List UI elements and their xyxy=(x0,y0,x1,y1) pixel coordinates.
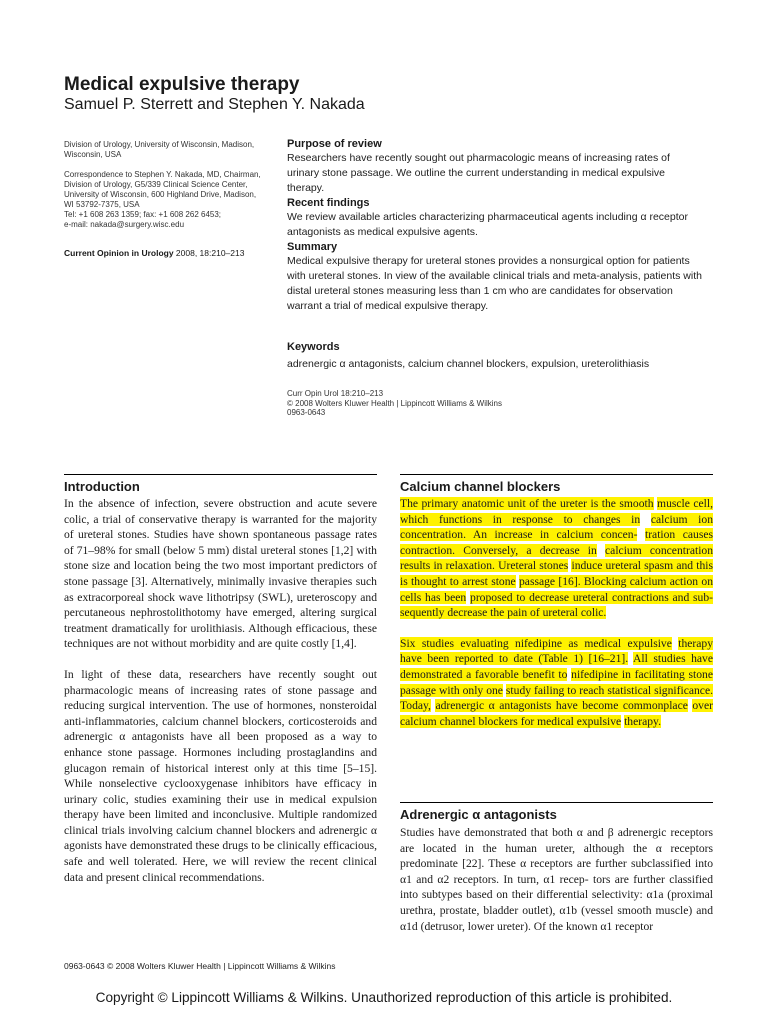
text-line: data and present clinical recommendations. xyxy=(64,870,265,884)
abstract-line: Researchers have recently sought out pharmacologic means of increasing rates of xyxy=(287,152,670,164)
abstract-line: We review available articles characterizing pharmaceutical agents including α receptor xyxy=(287,211,688,223)
findings-heading: Recent findings xyxy=(287,197,370,209)
text-line: (detrusor, lower ureter). Of the known α1 receptor xyxy=(420,919,654,933)
text-line: for the majority of ureteral stones. Studies have shown xyxy=(64,512,377,542)
adrenergic-body xyxy=(400,825,713,934)
section-rule xyxy=(400,474,713,475)
text-line: emerged, altering surgical treatment dramatically for xyxy=(64,606,378,635)
highlighted-line: nifedipine in facilitating stone passage with only one xyxy=(400,667,713,697)
correspondence-line: Division of Urology, G5/339 Clinical Science Center, xyxy=(64,180,248,189)
correspondence-line: Correspondence to Stephen Y. Nakada, MD, Chairman, xyxy=(64,170,261,179)
text-line: not without morbidity and are quite costly [1,4]. xyxy=(133,637,357,651)
keywords-text: adrenergic α antagonists, calcium channel blockers, expulsion, ureterolithiasis xyxy=(287,358,650,370)
highlighted-line: adrenergic α antagonists have become commonplace xyxy=(435,699,688,713)
text-line: differential selectivity: α1a (proximal urethra, prostate, xyxy=(400,888,713,917)
section-rule xyxy=(400,802,713,803)
intro-para-2 xyxy=(64,667,377,885)
abstract-line: with ureteral stones. In view of the available clinical trials and meta-analysis, patients with xyxy=(287,270,702,282)
highlighted-line: therapy have been reported to date (Table 1) [16–21]. xyxy=(400,636,713,666)
text-line: In the absence of infection, severe obstruction and acute xyxy=(64,497,343,510)
summary-heading: Summary xyxy=(287,241,338,253)
affiliation-line: Wisconsin, USA xyxy=(64,150,122,159)
abstract-line: urinary stone passage. We outline the current understanding in medical expulsive xyxy=(287,167,666,179)
highlighted-line: sequently decrease the pain of ureteral colic. xyxy=(400,606,607,620)
purpose-text xyxy=(287,151,717,196)
text-line: 5 mm) distal ureteral stones [1,2] with stone size and xyxy=(64,543,377,573)
highlighted-line: calcium concentration results in relaxation. Ureteral stones xyxy=(400,543,714,573)
text-line: spontaneous passage rates of 71–98% for small (below xyxy=(64,528,377,557)
page-footer: 0963-0643 © 2008 Wolters Kluwer Health | Lippincott Williams & Wilkins xyxy=(64,961,336,971)
text-line: ureteroscopy and percutaneous nephrostolithotomy have xyxy=(64,590,378,620)
text-line: have efficacy in urinary colic, studies examining their xyxy=(64,777,377,806)
abstract-line: therapy. xyxy=(287,182,325,194)
adrenergic-heading: Adrenergic α antagonists xyxy=(400,807,557,822)
text-line: inconclusive. Multiple randomized clinical trials involving xyxy=(64,808,377,837)
keywords-block xyxy=(287,340,717,372)
affiliation-division xyxy=(64,140,284,160)
abstract xyxy=(287,137,717,314)
article-authors: Samuel P. Sterrett and Stephen Y. Nakada xyxy=(64,96,365,113)
purpose-heading: Purpose of review xyxy=(287,138,382,150)
calcium-body xyxy=(400,496,713,729)
abstract-line: warrant a trial of medical expulsive therapy. xyxy=(287,300,489,312)
journal-volume: 2008, 18:210–213 xyxy=(173,248,245,258)
text-line: hormones, nonsteroidal anti-inflammatories, calcium xyxy=(64,699,377,728)
highlighted-line: calcium ion concentration. An increase in calcium concen- xyxy=(400,512,713,542)
abstract-line: antagonists as medical expulsive agents. xyxy=(287,226,478,238)
text-line: In light of these data, researchers have recently sought xyxy=(64,667,355,681)
text-line: calcium channel blockers and adrenergic α agonists have xyxy=(64,823,377,853)
highlighted-line: induce ureteral spasm and this is thought to arrest stone xyxy=(400,559,714,588)
text-line: and well tolerated. Here, we will review the recent clinical xyxy=(87,855,377,869)
text-line: severe colic, a trial of conservative therapy is warranted xyxy=(64,497,377,526)
text-line: passage and reducing surgical intervention. The use of xyxy=(64,683,377,713)
adrenergic-para-1 xyxy=(400,825,713,934)
citation-line: 0963-0643 xyxy=(287,408,326,417)
text-line: receptors predominate [22]. These α receptors are further xyxy=(400,841,713,871)
correspondence-line: Tel: +1 608 263 1359; fax: +1 608 262 6453; xyxy=(64,210,222,219)
text-line: [5–15]. While nonselective cyclooxygenase inhibitors xyxy=(64,761,377,791)
highlighted-line: over calcium channel blockers for medical expulsive xyxy=(400,699,713,728)
citation-block xyxy=(287,389,502,418)
text-line: receptors are located in the human ureter, although the α xyxy=(400,826,714,855)
text-line: antagonists have all been proposed as a way to enhance xyxy=(64,730,378,759)
text-line: bladder outlet), α1b (vessel smooth muscle) and α1d xyxy=(400,903,714,933)
citation-line: Curr Opin Urol 18:210–213 xyxy=(287,389,384,398)
text-line: glucagon remain of historical interest only at this time xyxy=(64,761,338,775)
journal-reference xyxy=(64,248,244,258)
correspondence xyxy=(64,170,284,230)
text-line: subclassified into α1 and α2 receptors. In turn, α1 recep- xyxy=(400,857,714,886)
text-line: stone passage. Hormones including prostaglandins and xyxy=(107,745,377,759)
copyright-notice: Copyright © Lippincott Williams & Wilkins. Unauthorized reproduction of this article is prohibited. xyxy=(95,990,673,1005)
section-rule xyxy=(64,474,377,475)
citation-line: © 2008 Wolters Kluwer Health | Lippincott Williams & Wilkins xyxy=(287,398,503,408)
correspondence-email: e-mail: nakada@surgery.wisc.edu xyxy=(64,220,185,229)
text-line: channel blockers, corticosteroids and adrenergic α xyxy=(64,714,377,744)
highlighted-line: tration causes contraction. Conversely, a decrease in xyxy=(400,528,714,557)
article-title: Medical expulsive therapy xyxy=(64,74,300,95)
text-line: demonstrated these drugs to be clinically efficacious, safe xyxy=(64,839,378,869)
text-line: passage [3]. Alternatively, minimally invasive therapies xyxy=(91,574,353,588)
text-line: location being the two most important predictors of stone xyxy=(64,559,377,588)
correspondence-line: WI 53792-7375, USA xyxy=(64,200,140,209)
calcium-para-2-highlighted xyxy=(400,636,713,730)
findings-text xyxy=(287,210,717,240)
highlighted-line: proposed to decrease ureteral contractions and sub- xyxy=(470,590,714,604)
calcium-para-1-highlighted xyxy=(400,496,713,621)
calcium-heading: Calcium channel blockers xyxy=(400,479,561,494)
text-line: out pharmacologic means of increasing rates of stone xyxy=(64,667,377,697)
highlighted-line: All studies have demonstrated a favorable benefit to xyxy=(400,652,713,681)
introduction-heading: Introduction xyxy=(64,479,140,494)
text-line: tors are further classified into subtypes based on their xyxy=(400,872,713,902)
highlighted-line: The primary anatomic unit of the ureter is the smooth xyxy=(400,497,654,510)
text-line: Studies have demonstrated that both α and β adrenergic xyxy=(400,826,667,839)
highlighted-line: passage [16]. Blocking calcium action on cells has been xyxy=(400,574,713,604)
text-line: urolithiasis. Although efficacious, these techniques are xyxy=(64,621,377,651)
intro-para-1 xyxy=(64,496,377,652)
keywords-heading: Keywords xyxy=(287,341,340,353)
introduction-body xyxy=(64,496,377,885)
highlighted-line: therapy. xyxy=(624,714,661,728)
text-line: use in medical expulsion therapy have been limited and xyxy=(64,792,377,822)
highlighted-line: muscle cell, which functions in response to changes in xyxy=(400,497,714,526)
abstract-line: distal ureteral stones measuring less than 1 cm who are candidates for observation xyxy=(287,285,673,297)
abstract-line: Medical expulsive therapy for ureteral stones provides a nonsurgical option for patients xyxy=(287,255,690,267)
affiliation-line: Division of Urology, University of Wisconsin, Madison, xyxy=(64,140,255,149)
journal-name: Current Opinion in Urology xyxy=(64,248,174,258)
highlighted-line: study failing to reach statistical significance. Today, xyxy=(400,683,713,713)
correspondence-line: University of Wisconsin, 600 Highland Drive, Madison, xyxy=(64,190,257,199)
highlighted-line: Six studies evaluating nifedipine as medical expulsive xyxy=(400,636,672,650)
summary-text xyxy=(287,254,717,314)
text-line: such as extracorporeal shock wave lithotripsy (SWL), xyxy=(64,574,377,604)
